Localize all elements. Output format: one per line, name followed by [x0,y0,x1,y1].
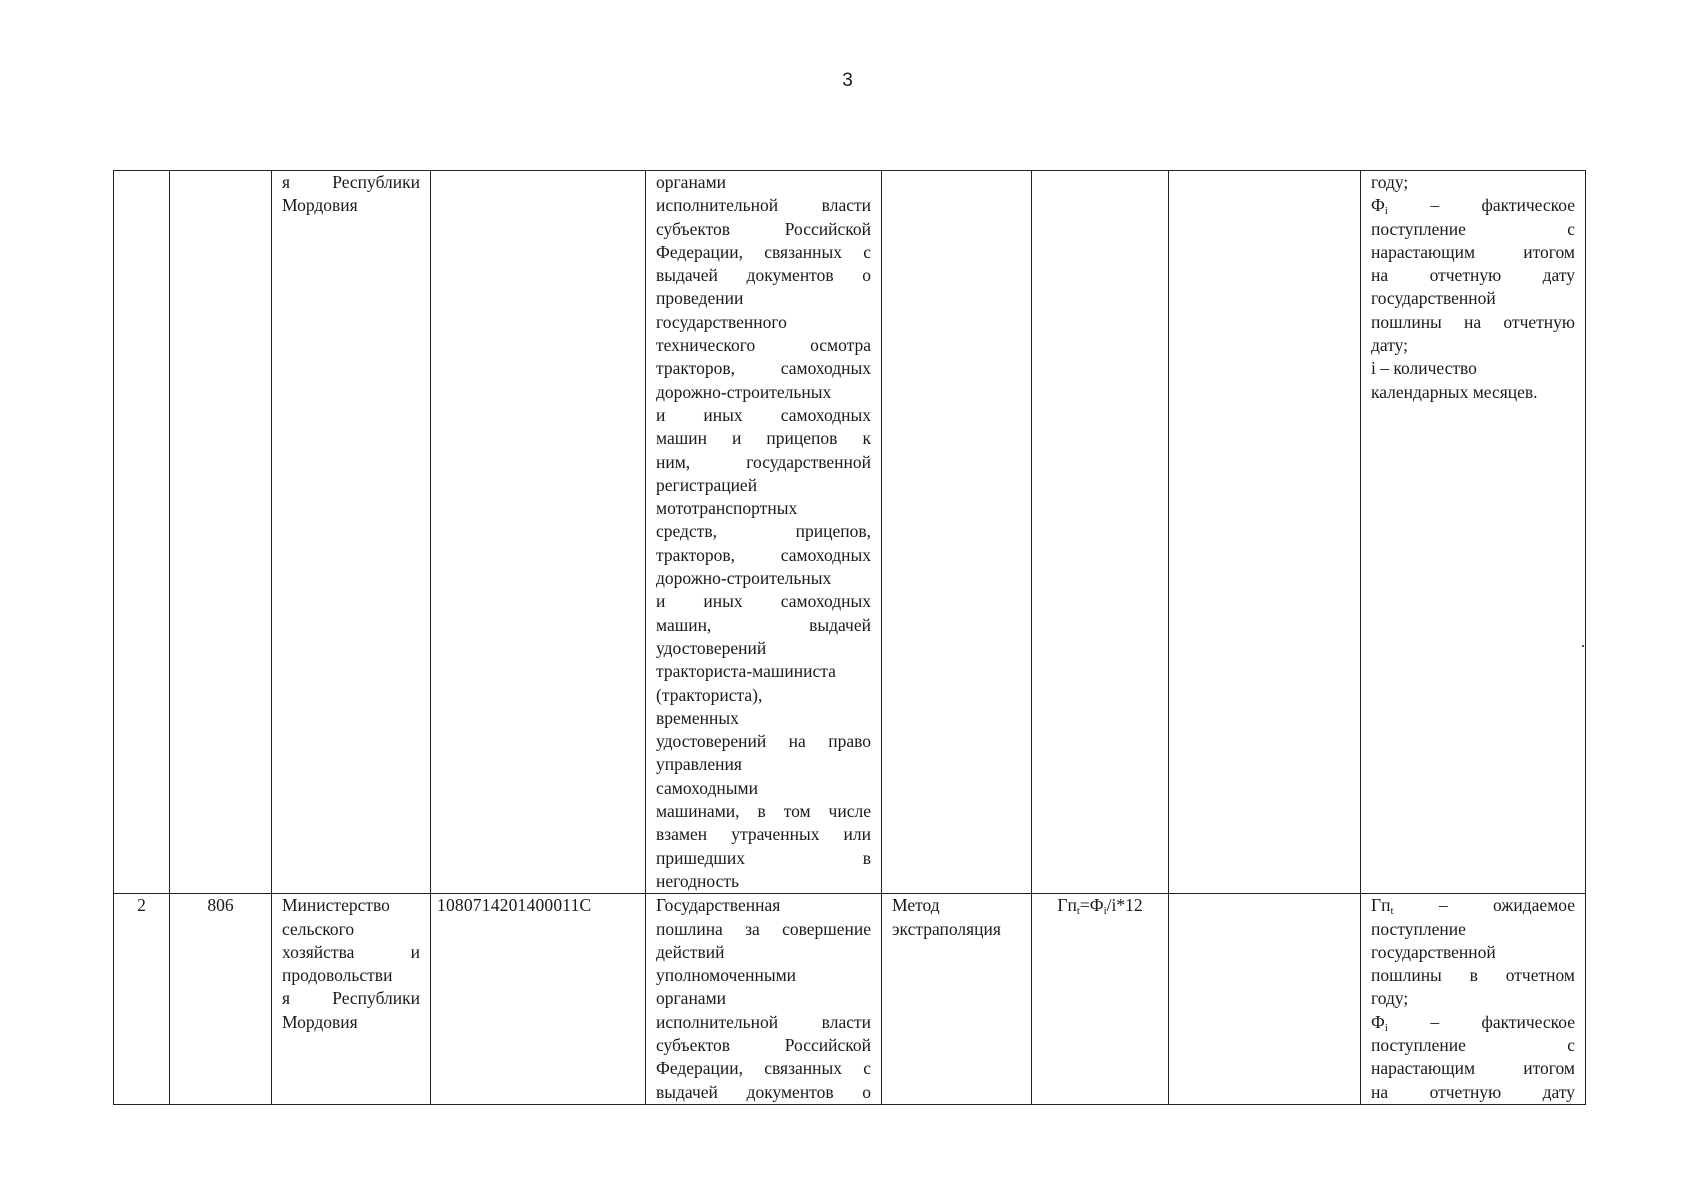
revenue-name-line: тракториста-машиниста [656,661,836,682]
administrator-line: хозяйства и [282,941,420,962]
revenue-name-line: органами [656,988,727,1009]
administrator-line: я Республики [282,988,420,1009]
revenue-name-line: Федерации, связанных с [656,1058,871,1079]
revenue-name-line: проведении [656,288,744,309]
administrator-line: Мордовия [282,195,358,216]
revenue-name-line: выдачей документов о [656,1081,871,1102]
revenue-name-line: дорожно-строительных [656,381,832,402]
administrator-line: Мордовия [282,1011,358,1032]
revenue-name-line: Государственная [656,895,781,916]
revenue-name-line: средств, прицепов, [656,521,871,542]
description-line: поступление [1371,918,1466,939]
description-line: поступление с [1371,1034,1575,1055]
revenue-name-line: удостоверений [656,637,767,658]
table-row [114,171,1586,894]
admin-code-cell [170,171,272,894]
revenue-name-line: органами [656,172,727,192]
method-cell [882,894,1032,1105]
description-line: $Гп_t$ – ожидаемое [1371,895,1575,918]
administrator-line: я Республики [282,172,420,192]
revenue-name-line: временных [656,707,739,728]
row-number-cell: 2 [114,894,170,1105]
revenue-name-cell [646,171,882,894]
revenue-name-line: выдачей документов о [656,265,871,286]
revenue-name-line: машин и прицепов к [656,428,871,449]
revenue-name-line: (тракториста), [656,684,763,705]
revenue-name-line: и иных самоходных [656,591,871,612]
revenue-name-line: и иных самоходных [656,404,871,425]
administrator-line: продовольстви [282,965,393,986]
description-line: пошлины в отчетном [1371,965,1575,986]
revenue-name-line: мототранспортных [656,498,798,519]
revenue-name-line: управления [656,754,742,775]
algorithm-cell [1169,171,1361,894]
revenue-name-line: пошлина за совершение [656,918,871,939]
revenue-name-line: ним, государственной [656,451,871,472]
description-line: на отчетную дату [1371,1081,1575,1102]
revenue-name-line: уполномоченными [656,965,797,986]
revenue-name-line: исполнительной власти [656,195,871,216]
revenue-name-line: регистрацией [656,474,758,495]
revenue-name-line: тракторов, самоходных [656,544,871,565]
description-line: государственной [1371,941,1496,962]
description-line: i – количество [1371,358,1477,379]
revenue-name-line: дорожно-строительных [656,568,832,589]
description-line: нарастающим итогом [1371,1058,1575,1079]
description-line: году; [1371,988,1409,1009]
kbk-cell [431,171,646,894]
method-cell [882,171,1032,894]
revenue-name-line: субъектов Российской [656,218,871,239]
description-line: нарастающим итогом [1371,241,1575,262]
revenue-name-line: государственного [656,311,787,332]
formula-cell [1032,171,1169,894]
description-cell [1361,171,1586,894]
row-number-cell [114,171,170,894]
administrator-line: сельского [282,918,355,939]
admin-code-cell: 806 [170,894,272,1105]
revenue-name-line: Федерации, связанных с [656,241,871,262]
method-line: экстраполяция [892,918,1001,939]
revenue-name-line: технического осмотра [656,335,871,356]
description-line: государственной [1371,288,1496,309]
description-line: календарных месяцев. [1371,381,1538,402]
description-line: поступление с [1371,218,1575,239]
description-line: на отчетную дату [1371,265,1575,286]
revenue-name-line: исполнительной власти [656,1011,871,1032]
revenue-name-line: удостоверений на право [656,731,871,752]
revenue-name-line: субъектов Российской [656,1034,871,1055]
administrator-cell [272,171,431,894]
revenue-forecast-table [113,170,1586,1105]
revenue-name-line: пришедших в [656,847,871,868]
administrator-line: Министерство [282,895,390,916]
description-line: $Ф_i$ – фактическое [1371,1011,1575,1034]
revenue-name-cell [646,894,882,1105]
administrator-cell [272,894,431,1105]
revenue-name-line: взамен утраченных или [656,824,871,845]
revenue-name-line: тракторов, самоходных [656,358,871,379]
formula-cell: $Гп_t=Ф_i/i*12$ [1032,894,1169,1105]
scan-speck [1582,645,1584,647]
kbk-cell: 1080714201400011С [431,894,646,1105]
page-number: 3 [842,70,853,91]
description-line: дату; [1371,335,1409,356]
table-row [114,894,1586,1105]
description-cell [1361,894,1586,1105]
description-line: году; [1371,172,1409,192]
method-line: Метод [892,895,940,916]
revenue-name-line: машин, выдачей [656,614,871,635]
algorithm-cell [1169,894,1361,1105]
description-line: пошлины на отчетную [1371,311,1575,332]
revenue-name-line: действий [656,941,725,962]
revenue-name-line: машинами, в том числе [656,801,871,822]
description-line: $Ф_i$ – фактическое [1371,195,1575,218]
revenue-name-line: негодность [656,870,739,891]
revenue-name-line: самоходными [656,777,758,798]
